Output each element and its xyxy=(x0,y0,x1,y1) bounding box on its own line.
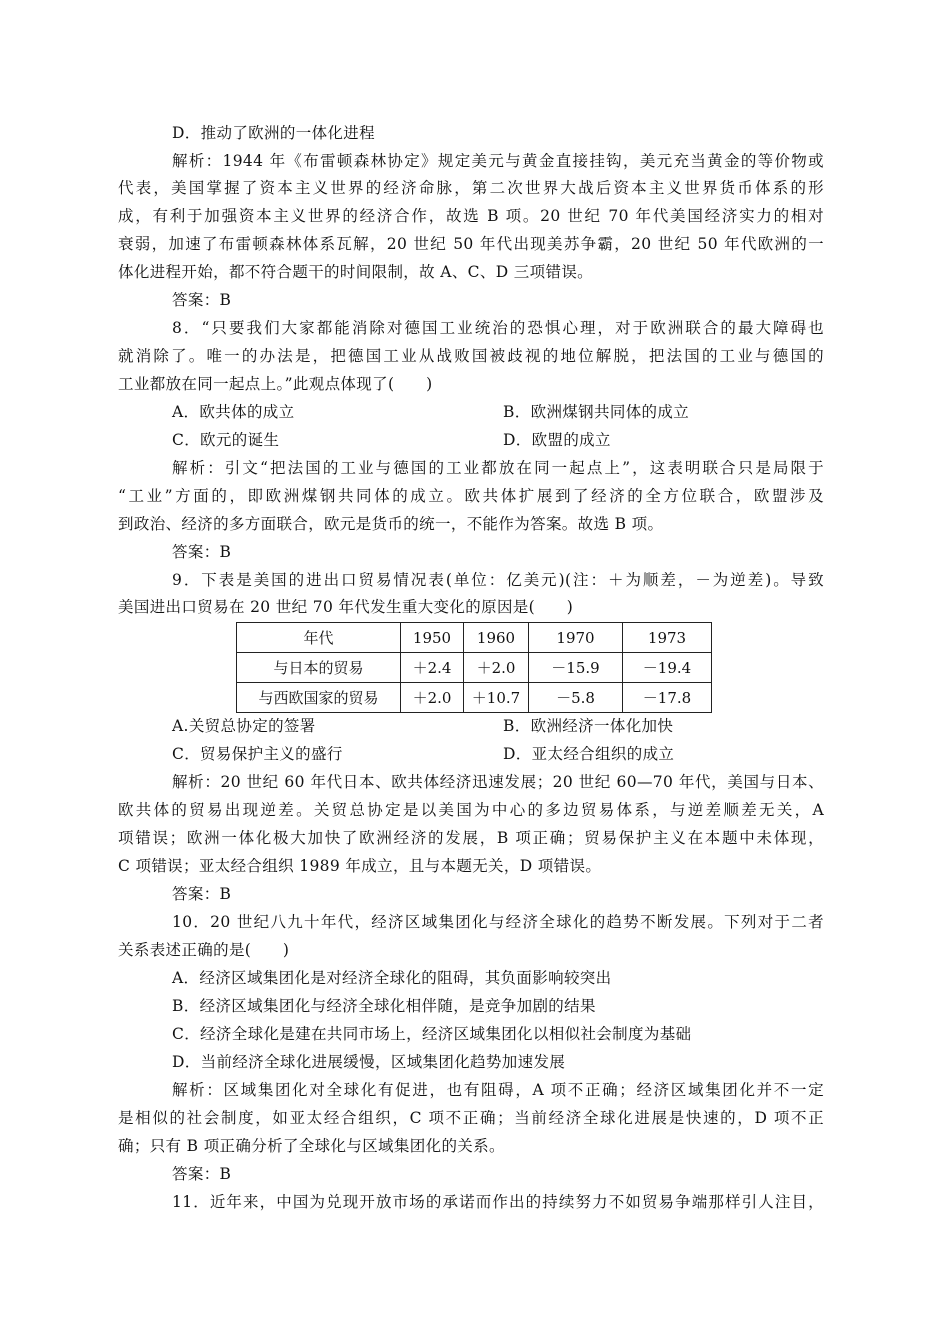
q8-analysis-line-1: 解析：引文“把法国的工业与德国的工业都放在同一起点上”，这表明联合只是局限于 xyxy=(172,459,824,477)
table-cell: －17.8 xyxy=(623,683,712,713)
q10-option-c: C．经济全球化是建在共同市场上，经济区域集团化以相似社会制度为基础 xyxy=(172,1025,692,1043)
trade-table xyxy=(236,622,712,713)
q7-analysis-line-5: 体化进程开始，都不符合题干的时间限制，故 A、C、D 三项错误。 xyxy=(118,263,594,281)
q7-analysis-line-3: 成，有利于加强资本主义世界的经济合作，故选 B 项。20 世纪 70 年代美国经济实力的相对 xyxy=(118,207,824,225)
q10-answer: 答案：B xyxy=(172,1165,232,1183)
q8-option-d: D．欧盟的成立 xyxy=(503,431,611,449)
table-header-cell: 1973 xyxy=(623,623,712,653)
table-header-cell: 1970 xyxy=(529,623,623,653)
q10-stem-line-1: 10．20 世纪八九十年代，经济区域集团化与经济全球化的趋势不断发展。下列对于二者 xyxy=(172,913,824,931)
q10-option-b: B．经济区域集团化与经济全球化相伴随，是竞争加剧的结果 xyxy=(172,997,596,1015)
q9-analysis-line-2: 欧共体的贸易出现逆差。关贸总协定是以美国为中心的多边贸易体系，与逆差顺差无关，A xyxy=(118,801,824,819)
q7-analysis-line-2: 代表，美国掌握了资本主义世界的经济命脉，第二次世界大战后资本主义世界货币体系的形 xyxy=(118,179,824,197)
q10-analysis-line-3: 确；只有 B 项正确分析了全球化与区域集团化的关系。 xyxy=(118,1137,505,1155)
table-cell: 与日本的贸易 xyxy=(237,653,401,683)
table-header-row xyxy=(237,623,712,653)
table-row xyxy=(237,683,712,713)
table-cell: ＋10.7 xyxy=(464,683,529,713)
table-header-cell: 年代 xyxy=(237,623,401,653)
table-cell: －19.4 xyxy=(623,653,712,683)
q11-stem-line-1: 11．近年来，中国为兑现开放市场的承诺而作出的持续努力不如贸易争端那样引人注目， xyxy=(172,1193,824,1211)
q9-stem-line-2: 美国进出口贸易在 20 世纪 70 年代发生重大变化的原因是( ) xyxy=(118,598,574,616)
table-cell: ＋2.4 xyxy=(401,653,464,683)
q9-answer: 答案：B xyxy=(172,885,232,903)
table-cell: 与西欧国家的贸易 xyxy=(237,683,401,713)
q10-analysis-line-1: 解析：区域集团化对全球化有促进，也有阻碍，A 项不正确；经济区域集团化并不一定 xyxy=(172,1081,824,1099)
q8-answer: 答案：B xyxy=(172,543,232,561)
q7-analysis-line-1: 解析：1944 年《布雷顿森林协定》规定美元与黄金直接挂钩，美元充当黄金的等价物或 xyxy=(172,152,824,170)
table-row xyxy=(237,653,712,683)
q8-stem-line-3: 工业都放在同一起点上。”此观点体现了( ) xyxy=(118,375,433,393)
q8-option-c: C．欧元的诞生 xyxy=(172,431,280,449)
q7-answer: 答案：B xyxy=(172,291,232,309)
table-cell: ＋2.0 xyxy=(464,653,529,683)
q8-option-a: A．欧共体的成立 xyxy=(172,403,295,421)
q10-option-d: D．当前经济全球化进展缓慢，区域集团化趋势加速发展 xyxy=(172,1053,566,1071)
table-cell: －5.8 xyxy=(529,683,623,713)
table-cell: －15.9 xyxy=(529,653,623,683)
q9-analysis-line-3: 项错误；欧洲一体化极大加快了欧洲经济的发展，B 项正确；贸易保护主义在本题中未体现， xyxy=(118,829,824,847)
q8-option-b: B．欧洲煤钢共同体的成立 xyxy=(503,403,690,421)
q10-option-a: A．经济区域集团化是对经济全球化的阻碍，其负面影响较突出 xyxy=(172,969,612,987)
q9-stem-line-1: 9．下表是美国的进出口贸易情况表(单位：亿美元)(注：＋为顺差，－为逆差)。导致 xyxy=(172,571,824,589)
q10-analysis-line-2: 是相似的社会制度，如亚太经合组织，C 项不正确；当前经济全球化进展是快速的，D 项不正 xyxy=(118,1109,824,1127)
table-header-cell: 1950 xyxy=(401,623,464,653)
q7-option-d: D．推动了欧洲的一体化进程 xyxy=(172,124,375,142)
q8-analysis-line-3: 到政治、经济的多方面联合，欧元是货币的统一，不能作为答案。故选 B 项。 xyxy=(118,515,664,533)
q8-stem-line-2: 就消除了。唯一的办法是，把德国工业从战败国被歧视的地位解脱，把法国的工业与德国的 xyxy=(118,347,824,365)
q9-analysis-line-1: 解析：20 世纪 60 年代日本、欧共体经济迅速发展；20 世纪 60—70 年代，美国与日本、 xyxy=(172,773,824,791)
q9-option-a: A.关贸总协定的签署 xyxy=(172,717,316,735)
q9-analysis-line-4: C 项错误；亚太经合组织 1989 年成立，且与本题无关，D 项错误。 xyxy=(118,857,602,875)
q9-option-b: B．欧洲经济一体化加快 xyxy=(503,717,674,735)
q9-option-d: D．亚太经合组织的成立 xyxy=(503,745,675,763)
q7-analysis-line-4: 衰弱，加速了布雷顿森林体系瓦解，20 世纪 50 年代出现美苏争霸，20 世纪 50 年代欧洲的一 xyxy=(118,235,824,253)
q8-analysis-line-2: “工业”方面的，即欧洲煤钢共同体的成立。欧共体扩展到了经济的全方位联合，欧盟涉及 xyxy=(118,487,824,505)
q9-option-c: C．贸易保护主义的盛行 xyxy=(172,745,343,763)
table-cell: ＋2.0 xyxy=(401,683,464,713)
q10-stem-line-2: 关系表述正确的是( ) xyxy=(118,941,290,959)
table-header-cell: 1960 xyxy=(464,623,529,653)
q8-stem-line-1: 8．“只要我们大家都能消除对德国工业统治的恐惧心理，对于欧洲联合的最大障碍也 xyxy=(172,319,824,337)
